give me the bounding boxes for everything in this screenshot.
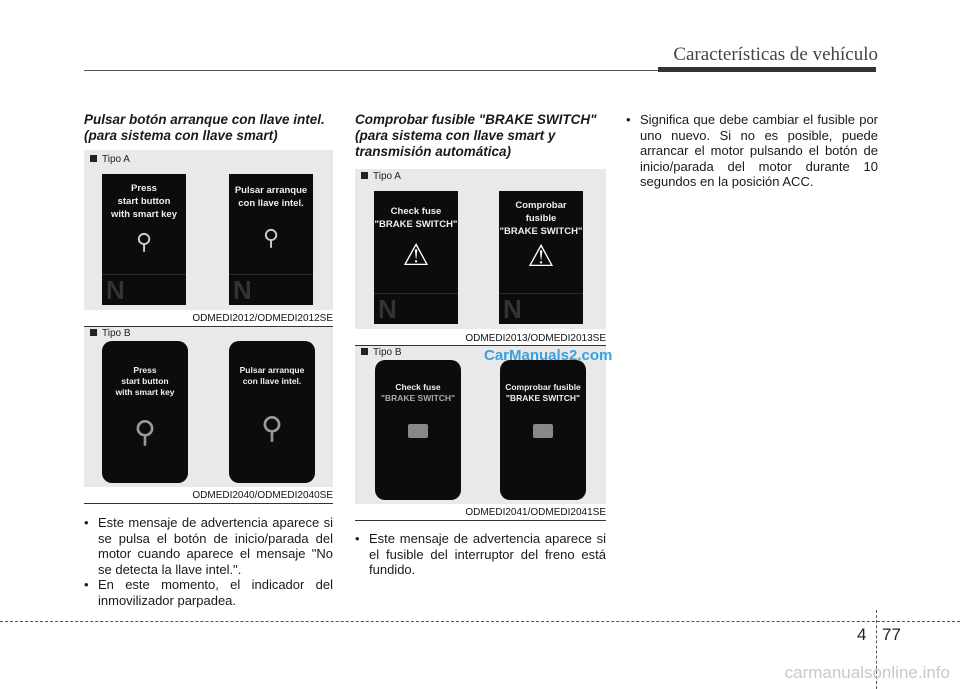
footer-rule [0,621,960,622]
figure-panel-c [355,169,606,329]
display-screen-comprobar-fusible: Comprobar fusible "BRAKE SWITCH" ⚠ N [499,191,583,324]
display-screen-press-start: Press start button with smart key ⚲ N [102,174,186,305]
bullet-item: • En este momento, el indicador del inmovilizador parpadea. [84,577,333,608]
section-heading-start-button: Pulsar botón arranque con llave intel. (para sistema con llave smart) [84,112,325,143]
smart-key-icon: ⚲ [134,416,156,449]
figure-caption-a: ODMEDI2012/ODMEDI2012SE [192,313,333,324]
warning-icon: ⚠ [527,240,555,273]
tipo-a-label: Tipo A [361,171,401,182]
display-screen-check-fuse-b: Check fuse "BRAKE SWITCH" [375,360,461,500]
display-screen-press-start-b: Press start button with smart key ⚲ [102,341,188,483]
tipo-a-label: Tipo A [90,154,130,165]
figure-caption-b: ODMEDI2040/ODMEDI2040SE [192,490,333,501]
header-rule [84,70,658,71]
caption-rule [84,503,333,504]
warning-icon: ⚠ [402,239,430,272]
display-screen-pulsar-arranque: Pulsar arranque con llave intel. ⚲ N [229,174,313,305]
bullet-item: • Este mensaje de advertencia aparece si se pulsa el botón de inicio/parada del motor cuando aparece el mensaje "No se detecta la llave intel.". [84,515,333,577]
header-rule-accent [658,67,876,72]
footer-watermark: carmanualsonline.info [784,663,950,682]
tipo-b-label: Tipo B [90,328,131,339]
bullet-item: • Este mensaje de advertencia aparece si el fusible del interruptor del freno está fundido. [355,531,606,577]
chapter-number: 4 [857,625,867,644]
display-screen-comprobar-fusible-b: Comprobar fusible "BRAKE SWITCH" [500,360,586,500]
fuse-icon [533,424,553,438]
fuse-icon [408,424,428,438]
bullet-item: • Significa que debe cambiar el fusible por uno nuevo. Si no es posible, puede arrancar el motor pulsando el botón de inicio/parada del motor durante 10 segundos en la posición ACC. [626,112,878,189]
figure-panel-d [355,346,606,504]
caption-rule [355,520,606,521]
watermark: CarManuals2.com [484,347,613,364]
smart-key-icon: ⚲ [261,412,283,445]
figure-panel-b [84,327,333,487]
header-title: Características de vehículo [673,44,878,65]
figure-panel-a [84,150,333,310]
smart-key-icon: ⚲ [135,229,153,254]
figure-caption-c: ODMEDI2013/ODMEDI2013SE [465,333,606,344]
figure-caption-d: ODMEDI2041/ODMEDI2041SE [465,507,606,518]
display-screen-check-fuse: Check fuse "BRAKE SWITCH" ⚠ N [374,191,458,324]
display-screen-pulsar-arranque-b: Pulsar arranque con llave intel. ⚲ [229,341,315,483]
section-heading-brake-switch: Comprobar fusible "BRAKE SWITCH" (para sistema con llave smart y transmisión automática) [355,112,597,159]
tipo-b-label: Tipo B [361,347,402,358]
smart-key-icon: ⚲ [262,225,280,250]
page-number: 77 [882,625,901,644]
